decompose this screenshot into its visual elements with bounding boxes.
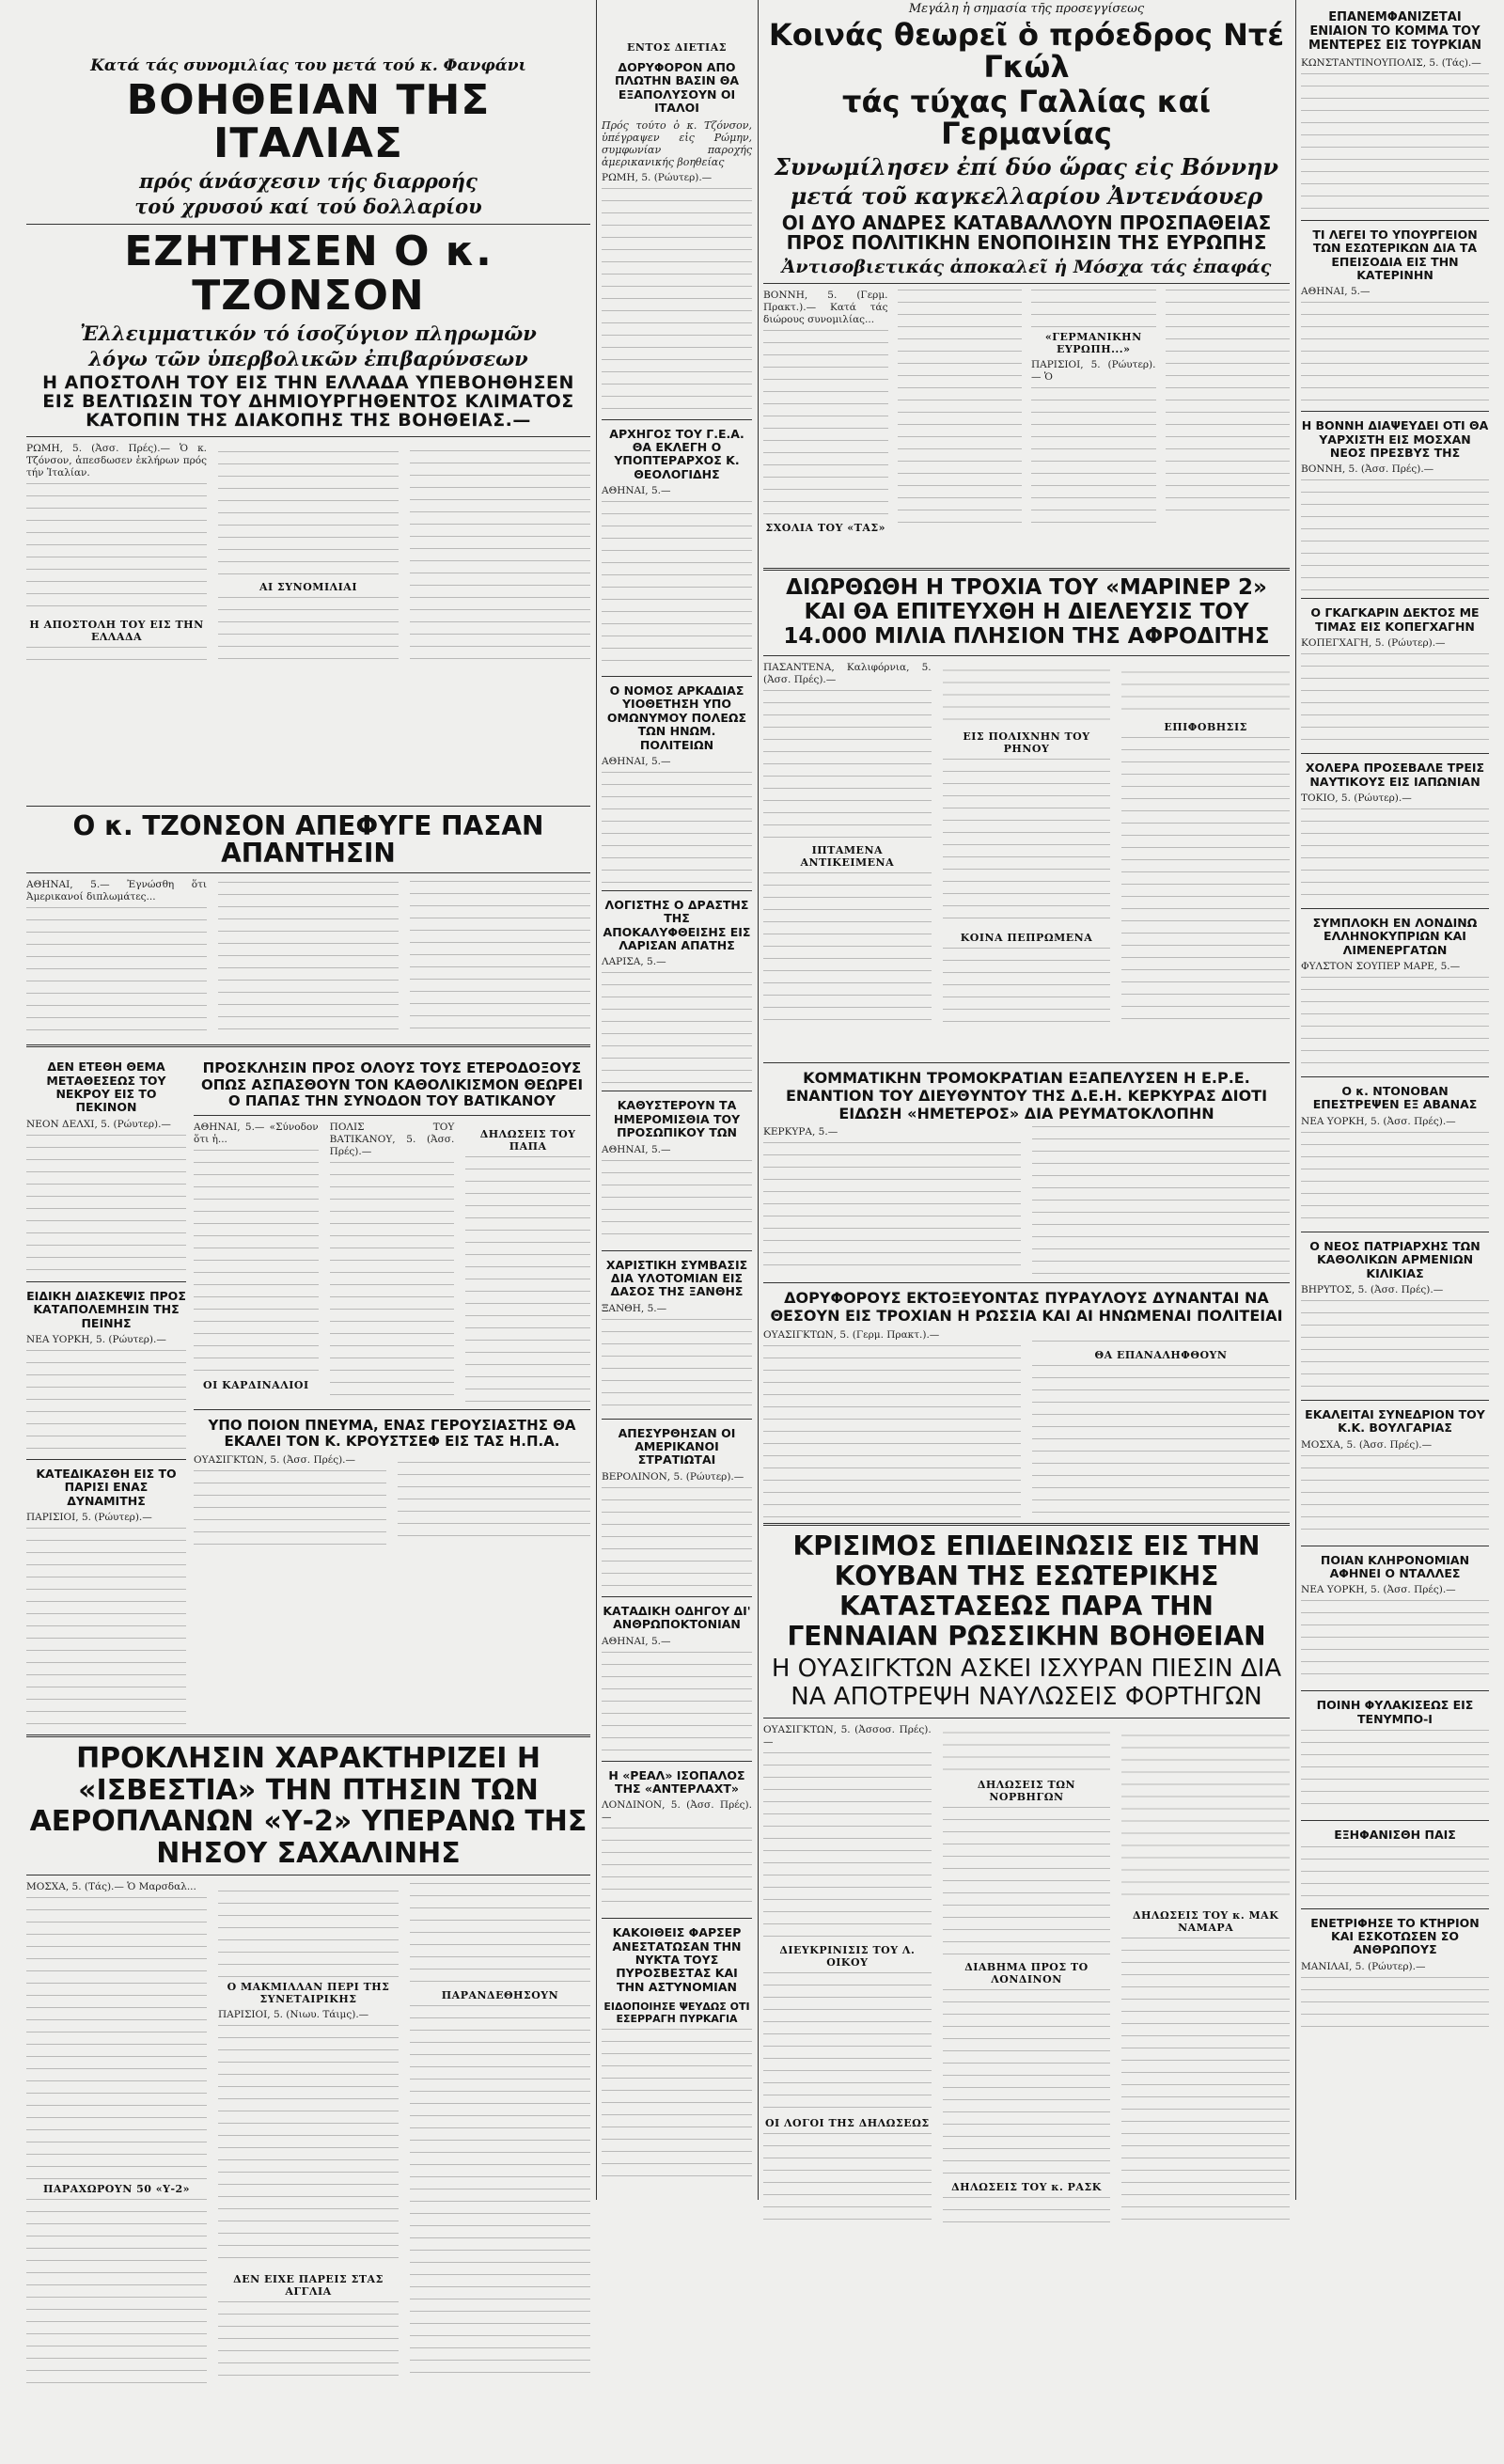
section-label: ΠΑΡΑΝΔΕΘΗΣΟΥΝ xyxy=(441,1989,559,2002)
right-main-column xyxy=(763,0,1290,2251)
headline-london-clash: ΣΥΜΠΛΟΚΗ ΕΝ ΛΟΝΔΙΝΩ ΕΛΛΗΝΟΚΥΠΡΙΩΝ ΚΑΙ ΛΙΜΕΝΕΡΓΑΤΩΝ xyxy=(1312,915,1478,957)
section-label: «ΓΕΡΜΑΝΙΚΗΝ ΕΥΡΩΠΗ...» xyxy=(1044,331,1142,356)
headline-driver-sentence: ΚΑΤΑΔΙΚΗ ΟΔΗΓΟΥ ΔΙ' ΑΝΘΡΩΠΟΚΤΟΝΙΑΝ xyxy=(603,1603,751,1632)
dateline: ΒΟΝΝΗ, 5. (Ἀσσ. Πρές).— xyxy=(1301,463,1434,476)
dateline: ΚΟΠΕΓΧΑΓΗ, 5. (Ρώυτερ).— xyxy=(1301,637,1446,650)
intro-italy: Πρός τούτο ὁ κ. Τζόνσον, ὑπέγραψεν εἰς Ρώμην, συμφωνίαν παροχής ἀμερικανικής βοηθείας xyxy=(602,118,752,168)
headline-izvestia-u2: ΠΡΟΚΛΗΣΙΝ ΧΑΡΑΚΤΗΡΙΖΕΙ Η «ΙΣΒΕΣΤΙΑ» ΤΗΝ ΠΤΗΣΙΝ ΤΩΝ ΑΕΡΟΠΛΑΝΩΝ «Υ-2» ΥΠΕΡΑΝΩ ΤΗΣ ΝΗΣΟΥ ΣΑΧΑΛΙΝΗΣ xyxy=(29,1742,588,1870)
section-label: Η ΑΠΟΣΤΟΛΗ ΤΟΥ ΕΙΣ ΤΗΝ ΕΛΛΑΔΑ xyxy=(29,618,204,643)
headline-building-collapse: ΕΝΕΤΡΙΦΗΣΕ ΤΟ ΚΤΗΡΙΟΝ ΚΑΙ ΕΣΚΟΤΩΣΕΝ ΣΟ ΑΝΘΡΩΠΟΥΣ xyxy=(1310,1915,1480,1957)
brief-headline: ΔΕΝ ΕΤΕΘΗ ΘΕΜΑ ΜΕΤΑΘΕΣΕΩΣ ΤΟΥ ΝΕΚΡΟΥ ΕΙΣ ΤΟ ΠΕΚΙΝΟΝ xyxy=(46,1059,166,1115)
left-column xyxy=(26,0,590,2464)
headline-degaulle: Κοινάς θεωρεῖ ὁ πρόεδρος Ντέ Γκώλ xyxy=(768,17,1285,85)
section-label: ΔΗΛΩΣΕΙΣ ΤΟΥ κ. ΜΑΚ ΝΑΜΑΡΑ xyxy=(1132,1908,1279,1934)
dateline: ΑΘΗΝΑΙ, 5.— Ἐγνώσθη ὅτι Ἀμερικανοί διπλωμάτες... xyxy=(26,879,207,903)
kicker-fanfani: Κατά τάς συνομιλίας του μετά τού κ. Φανφάνι xyxy=(90,56,526,75)
dateline: ΜΟΣΧΑ, 5. (Ἀσσ. Πρές).— xyxy=(1301,1438,1433,1451)
headline-satellites-orbit: ΔΟΡΥΦΟΡΟΥΣ ΕΚΤΟΞΕΥΟΝΤΑΣ ΠΥΡΑΥΛΟΥΣ ΔΥΝΑΝΤΑΙ ΝΑ ΘΕΣΟΥΝ ΕΙΣ ΤΡΟΧΙΑΝ Η ΡΩΣΣΙΑ ΚΑΙ ΑΙ ΗΝΩΜΕΝΑΙ ΠΟΛΙΤΕΙΑΙ xyxy=(770,1289,1283,1326)
subhead-moscow: Ἀντισοβιετικάς ἀποκαλεῖ ἡ Μόσχα τάς ἐπαφάς xyxy=(781,257,1272,278)
headline-donovan: Ο κ. ΝΤΟΝΟΒΑΝ ΕΠΕΣΤΡΕΨΕΝ ΕΞ ΑΒΑΝΑΣ xyxy=(1312,1084,1478,1112)
section-label: ΑΙ ΣΥΝΟΜΙΛΙΑΙ xyxy=(259,580,357,593)
article-cuba-body xyxy=(763,1724,1290,2251)
headline-cholera: ΧΟΛΕΡΑ ΠΡΟΣΕΒΑΛΕ ΤΡΕΙΣ ΝΑΥΤΙΚΟΥΣ ΕΙΣ ΙΑΠΩΝΙΑΝ xyxy=(1305,761,1485,789)
dateline: ΠΑΣΑΝΤΕΝΑ, Καλιφόρνια, 5. (Ἀσσ. Πρές).— xyxy=(763,661,932,685)
headline-pope-synod: ΠΡΟΣΚΛΗΣΙΝ ΠΡΟΣ ΟΛΟΥΣ ΤΟΥΣ ΕΤΕΡΟΔΟΞΟΥΣ ΟΠΩΣ ΑΣΠΑΣΘΟΥΝ ΤΟΝ ΚΑΘΟΛΙΚΙΣΜΟΝ ΘΕΩΡΕΙ Ο ΠΑΠΑΣ ΤΗΝ ΣΥΝΟΔΟΝ ΤΟΥ ΒΑΤΙΚΑΝΟΥ xyxy=(200,1059,584,1109)
dateline: ΑΘΗΝΑΙ, 5.— «Σύνοδον ὅτι ἡ... xyxy=(194,1122,319,1146)
narrow-column xyxy=(602,0,752,2183)
dateline: ΟΥΑΣΙΓΚΤΩΝ, 5. (Ἀσσοσ. Πρές).— xyxy=(763,1724,932,1749)
senator-body xyxy=(194,1454,590,1548)
caps-european-union: ΟΙ ΔΥΟ ΑΝΔΡΕΣ ΚΑΤΑΒΑΛΛΟΥΝ ΠΡΟΣΠΑΘΕΙΑΣ ΠΡΟΣ ΠΟΛΙΤΙΚΗΝ ΕΝΟΠΟΙΗΣΙΝ ΤΗΣ ΕΥΡΩΠΗΣ xyxy=(781,212,1272,255)
headline-gea-chief: ΑΡΧΗΓΟΣ ΤΟΥ Γ.Ε.Α. ΘΑ ΕΚΛΕΓΗ Ο ΥΠΟΠΤΕΡΑΡΧΟΣ Κ. ΘΕΟΛΟΓΙΔΗΣ xyxy=(609,426,744,481)
headline-johnson: ΕΖΗΤΗΣΕΝ Ο κ. ΤΖΟΝΣΟΝ xyxy=(124,228,493,320)
column-rule xyxy=(596,0,597,2200)
dateline: ΜΑΝΙΛΑΙ, 5. (Ρώυτερ).— xyxy=(1301,1960,1426,1972)
dateline: ΒΟΝΝΗ, 5. (Γερμ. Πρακτ.).— Κατά τάς διώρους συνομιλίας... xyxy=(763,290,888,326)
headline-wages: ΚΑΘΥΣΤΕΡΟΥΝ ΤΑ ΗΜΕΡΟΜΙΣΘΙΑ ΤΟΥ ΠΡΟΣΩΠΙΚΟΥ ΤΩΝ xyxy=(613,1098,741,1140)
headline-bonn-ambassador: Η ΒΟΝΝΗ ΔΙΑΨΕΥΔΕΙ ΟΤΙ ΘΑ ΥΑΡΧΙΣΤΗ ΕΙΣ ΜΟΣΧΑΝ ΝΕΟΣ ΠΡΕΣΒΥΣ ΤΗΣ xyxy=(1301,418,1489,461)
column-rule xyxy=(758,0,759,2200)
dateline: ΡΩΜΗ, 5. (Ἀσσ. Πρές).— Ὁ κ. Τζόνσον, ἀπεσδωσεν ἐκλήρων πρός τήν Ἰταλίαν. xyxy=(26,442,207,479)
dateline: ΠΑΡΙΣΙΟΙ, 5. (Ρώυτερ).— Ὁ xyxy=(1031,359,1156,384)
headline-larisa: ΛΟΓΙΣΤΗΣ Ο ΔΡΑΣΤΗΣ ΤΗΣ ΑΠΟΚΑΛΥΦΘΕΙΣΗΣ ΕΙΣ ΛΑΡΙΣΑΝ ΑΠΑΤΗΣ xyxy=(603,897,751,952)
section-label: ΘΑ ΕΠΑΝΑΛΗΦΘΟΥΝ xyxy=(1094,1348,1228,1361)
dateline: ΟΥΑΣΙΓΚΤΩΝ, 5. (Ἀσσ. Πρές).— xyxy=(194,1453,356,1466)
headline-bulgaria-congress: ΕΚΑΛΕΙΤΑΙ ΣΥΝΕΔΡΙΟΝ ΤΟΥ Κ.Κ. ΒΟΥΛΓΑΡΙΑΣ xyxy=(1305,1406,1485,1436)
headline-johnson-no-answer: Ο κ. ΤΖΟΝΣΟΝ ΑΠΕΦΥΓΕ ΠΑΣΑΝ ΑΠΑΝΤΗΣΙΝ xyxy=(72,809,544,869)
headline-real-anderlecht: Η «ΡΕΑΛ» ΙΣΟΠΑΛΟΣ ΤΗΣ «ΑΝΤΕΡΛΑΧΤ» xyxy=(608,1767,745,1796)
section-label: ΠΑΡΑΧΩΡΟΥΝ 50 «Υ-2» xyxy=(42,2183,191,2196)
dateline: ΦΥΛΣΤΟΝ ΣΟΥΠΕΡ ΜΑΡΕ, 5.— xyxy=(1301,961,1461,973)
dateline: ΟΥΑΣΙΓΚΤΩΝ, 5. (Γερμ. Πρακτ.).— xyxy=(763,1328,940,1341)
dateline: ΛΟΝΔΙΝΟΝ, 5. (Ἀσσ. Πρές).— xyxy=(602,1799,752,1824)
headline-senator: ΥΠΟ ΠΟΙΟΝ ΠΝΕΥΜΑ, ΕΝΑΣ ΓΕΡΟΥΣΙΑΣΤΗΣ ΘΑ ΕΚΑΛΕΙ ΤΟΝ Κ. ΚΡΟΥΣΤΣΕΦ ΕΙΣ ΤΑΣ Η.Π.Α. xyxy=(208,1417,576,1451)
section-label: ΔΗΛΩΣΕΙΣ ΤΟΥ κ. ΡΑΣΚ xyxy=(951,2181,1102,2194)
section-label: ΕΠΙΦΟΒΗΣΙΣ xyxy=(1164,721,1247,734)
dateline: ΑΘΗΝΑΙ, 5.— xyxy=(602,1143,671,1155)
article-no-answer-body xyxy=(26,879,590,1039)
article-u2-body xyxy=(26,1881,590,2464)
article-orbit-body xyxy=(763,1329,1290,1517)
dateline: ΝΕΑ ΥΟΡΚΗ, 5. (Ἀσσ. Πρές).— xyxy=(1301,1584,1456,1596)
dateline: ΠΑΡΙΣΙΟΙ, 5. (Ρώυτερ).— xyxy=(26,1512,152,1524)
headline-pranksters: ΚΑΚΟΙΘΕΙΣ ΦΑΡΣΕΡ ΑΝΕΣΤΑΤΩΣΑΝ ΤΗΝ ΝΥΚΤΑ ΤΟΥΣ ΠΥΡΟΣΒΕΣΤΑΣ ΚΑΙ ΤΗΝ ΑΣΤΥΝΟΜΙΑΝ xyxy=(612,1925,742,1994)
dateline: ΛΑΡΙΣΑ, 5.— xyxy=(602,956,666,968)
section-label: ΟΙ ΚΑΡΔΙΝΑΛΙΟΙ xyxy=(203,1379,309,1392)
headline-ere-corfu: ΚΟΜΜΑΤΙΚΗΝ ΤΡΟΜΟΚΡΑΤΙΑΝ ΕΞΑΠΕΛΥΣΕΝ Η Ε.Ρ.Ε. ΕΝΑΝΤΙΟΝ ΤΟΥ ΔΙΕΥΘΥΝΤΟΥ ΤΗΣ Δ.Ε.Η. ΚΕΡΚΥΡΑΣ ΔΙΟΤΙ ΕΙΔΩΣΗ «ΗΜΕΤΕΡΟΣ» ΔΙΑ ΡΕΥΜΑΤΟΚΛΟΠΗΝ xyxy=(785,1068,1268,1122)
subhead-burdens: λόγω τῶν ὑπερβολικῶν ἐπιβαρύνσεων xyxy=(88,346,528,370)
headline-cuba-crisis: ΚΡΙΣΙΜΟΣ ΕΠΙΔΕΙΝΩΣΙΣ ΕΙΣ ΤΗΝ ΚΟΥΒΑΝ ΤΗΣ ΕΣΩΤΕΡΙΚΗΣ ΚΑΤΑΣΤΑΣΕΩΣ ΠΑΡΑ ΤΗΝ ΓΕΝΝΑΙΑΝ ΡΩΣΣΙΚΗΝ ΒΟΗΘΕΙΑΝ xyxy=(787,1530,1266,1653)
headline-missing-child: ΕΞΗΦΑΝΙΣΘΗ ΠΑΙΣ xyxy=(1334,1828,1456,1843)
dateline: ΒΕΡΟΛΙΝΟΝ, 5. (Ρώυτερ).— xyxy=(602,1470,744,1483)
brief-headline: ΕΙΔΙΚΗ ΔΙΑΣΚΕΨΙΣ ΠΡΟΣ ΚΑΤΑΠΟΛΕΜΗΣΙΝ ΤΗΣ ΠΕΙΝΗΣ xyxy=(26,1288,186,1330)
dateline: ΝΕΟΝ ΔΕΛΧΙ, 5. (Ρώυτερ).— xyxy=(26,1118,171,1130)
dateline: ΞΑΝΘΗ, 5.— xyxy=(602,1302,667,1314)
headline-italy-aid: ΒΟΗΘΕΙΑΝ ΤΗΣ ΙΤΑΛΙΑΣ xyxy=(126,76,491,168)
article-mariner-body xyxy=(763,662,1290,1057)
dateline: ΑΘΗΝΑΙ, 5.— xyxy=(602,755,671,767)
headline-katerini: ΤΙ ΛΕΓΕΙ ΤΟ ΥΠΟΥΡΓΕΙΟΝ ΤΩΝ ΕΣΩΤΕΡΙΚΩΝ ΔΙΑ ΤΑ ΕΠΕΙΣΟΔΙΑ ΕΙΣ ΤΗΝ ΚΑΤΕΡΙΝΗΝ xyxy=(1312,227,1478,282)
dateline: ΜΟΣΧΑ, 5. (Τάς).— Ὁ Μαρσδαλ... xyxy=(26,1881,196,1893)
dateline: ΒΗΡΥΤΟΣ, 5. (Ἀσσ. Πρές).— xyxy=(1301,1283,1444,1295)
dateline: ΑΘΗΝΑΙ, 5.— xyxy=(602,1635,671,1647)
section-label: Ο ΜΑΚΜΙΛΛΑΝ ΠΕΡΙ ΤΗΣ ΣΥΝΕΤΑΙΡΙΚΗΣ xyxy=(227,1981,390,2006)
pope-body xyxy=(194,1122,590,1404)
dateline: ΝΕΑ ΥΟΡΚΗ, 5. (Ἀσσ. Πρές).— xyxy=(1301,1115,1456,1127)
section-label: ΔΗΛΩΣΕΙΣ ΤΟΥ ΠΑΠΑ xyxy=(479,1128,576,1154)
headline-false-fire: ΕΙΔΟΠΟΙΗΣΕ ΨΕΥΔΩΣ ΟΤΙ ΕΣΕΡΡΑΓΗ ΠΥΡΚΑΓΙΑ xyxy=(603,2001,750,2025)
dateline: ΤΟΚΙΟ, 5. (Ρώυτερ).— xyxy=(1301,792,1412,804)
far-right-column xyxy=(1301,0,1489,2037)
subhead-bonn: Συνωμίλησεν ἐπί δύο ὥρας εἰς Βόννην xyxy=(774,153,1279,181)
dateline: ΠΑΡΙΣΙΟΙ, 5. (Νιωυ. Τάιμς).— xyxy=(218,2009,369,2021)
article-johnson-body xyxy=(26,443,590,800)
subhead-gold-dollar: τού χρυσού καί τού δολλαρίου xyxy=(134,195,482,219)
caps-mission-greece: Η ΑΠΟΣΤΟΛΗ ΤΟΥ ΕΙΣ ΤΗΝ ΕΛΛΑΔΑ ΥΠΕΒΟΗΘΗΣΕΝ ΕΙΣ ΒΕΛΤΙΩΣΙΝ ΤΟΥ ΔΗΜΙΟΥΡΓΗΘΕΝΤΟΣ ΚΛΙΜΑΤΟΣ ΚΑΤΟΠΙΝ ΤΗΣ ΔΙΑΚΟΠΗΣ ΤΗΣ ΒΟΗΘΕΙΑΣ.— xyxy=(42,371,574,431)
section-label: ΟΙ ΛΟΓΟΙ ΤΗΣ ΔΗΛΩΣΕΩΣ xyxy=(764,2117,930,2130)
headline-gagarin: Ο ΓΚΑΓΚΑΡΙΝ ΔΕΚΤΟΣ ΜΕ ΤΙΜΑΣ ΕΙΣ ΚΟΠΕΓΧΑΓΗΝ xyxy=(1310,605,1480,634)
section-label: ΣΧΟΛΙΑ ΤΟΥ «ΤΑΣ» xyxy=(765,522,886,535)
headline-dulles-legacy: ΠΟΙΑΝ ΚΛΗΡΟΝΟΜΙΑΝ ΑΦΗΝΕΙ Ο ΝΤΑΛΛΕΣ xyxy=(1320,1552,1470,1581)
dateline: ΚΕΡΚΥΡΑ, 5.— xyxy=(763,1126,838,1138)
headline-satellite-italy: ΔΟΡΥΦΟΡΟΝ ΑΠΟ ΠΛΩΤΗΝ ΒΑΣΙΝ ΘΑ ΕΞΑΠΟΛΥΣΟΥΝ ΟΙ ΙΤΑΛΟΙ xyxy=(614,60,740,116)
dateline: ΑΘΗΝΑΙ, 5.— xyxy=(1301,286,1371,298)
section-label: ΕΙΣ ΠΟΛΙΧΝΗΝ ΤΟΥ ΡΗΝΟΥ xyxy=(963,730,1090,755)
dateline: ΝΕΑ ΥΟΡΚΗ, 5. (Ρώυτερ).— xyxy=(26,1333,166,1345)
headline-mariner2: ΔΙΩΡΘΩΘΗ Η ΤΡΟΧΙΑ ΤΟΥ «ΜΑΡΙΝΕΡ 2» ΚΑΙ ΘΑ ΕΠΙΤΕΥΧΘΗ Η ΔΙΕΛΕΥΣΙΣ ΤΟΥ 14.000 ΜΙΛΙΑ ΠΛΗΣΙΟΝ ΤΗΣ ΑΦΡΟΔΙΤΗΣ xyxy=(783,575,1270,649)
dateline: ΠΟΛΙΣ ΤΟΥ ΒΑΤΙΚΑΝΟΥ, 5. (Ἀσσ. Πρές).— xyxy=(329,1122,455,1158)
section-label: ΔΕΝ ΕΙΧΕ ΠΑΡΕΙΣ ΣΤΑΣ ΑΓΓΛΙΑ xyxy=(233,2273,384,2299)
headline-menderes: ΕΠΑΝΕΜΦΑΝΙΖΕΤΑΙ ΕΝΙΑΙΟΝ ΤΟ ΚΟΜΜΑ ΤΟΥ ΜΕΝΤΕΡΕΣ ΕΙΣ ΤΟΥΡΚΙΑΝ xyxy=(1308,10,1482,53)
left-brief-stack xyxy=(26,1053,186,1729)
headline-us-soldiers: ΑΠΕΣΥΡΘΗΣΑΝ ΟΙ ΑΜΕΡΙΚΑΝΟΙ ΣΤΡΑΤΙΩΤΑΙ xyxy=(618,1425,736,1467)
column-rule xyxy=(1295,0,1296,2200)
headline-prison-sentence: ΠΟΙΝΗ ΦΥΛΑΚΙΣΕΩΣ ΕΙΣ ΤΕΝΥΜΠΟ-Ι xyxy=(1316,1698,1474,1726)
section-label: ΚΟΙΝΑ ΠΕΠΡΩΜΕΝΑ xyxy=(960,931,1093,944)
section-label: ΔΗΛΩΣΕΙΣ ΤΩΝ ΝΟΡΒΗΓΩΝ xyxy=(977,1779,1076,1804)
section-label: ΔΙΑΒΗΜΑ ΠΡΟΣ ΤΟ ΛΟΝΔΙΝΟΝ xyxy=(964,1961,1089,1986)
headline-patriarch: Ο ΝΕΟΣ ΠΑΤΡΙΑΡΧΗΣ ΤΩΝ ΚΑΘΟΛΙΚΩΝ ΑΡΜΕΝΙΩΝ ΚΙΛΙΚΙΑΣ xyxy=(1309,1238,1480,1280)
article-degaulle-body xyxy=(763,290,1290,562)
pope-article xyxy=(194,1053,590,1729)
dateline: ΚΩΝΣΤΑΝΤΙΝΟΥΠΟΛΙΣ, 5. (Τάς).— xyxy=(1301,56,1481,69)
subhead-outflow: πρός άνάσχεσιν τής διαρροής xyxy=(139,169,478,194)
dateline: ΡΩΜΗ, 5. (Ρώυτερ).— xyxy=(602,171,713,183)
topline-rapprochement: Μεγάλη ἡ σημασία τῆς προσεγγίσεως xyxy=(908,2,1145,16)
section-label: ΙΠΤΑΜΕΝΑ ΑΝΤΙΚΕΙΜΕΝΑ xyxy=(800,843,895,869)
headline-arcadia: Ο ΝΟΜΟΣ ΑΡΚΑΔΙΑΣ ΥΙΟΘΕΤΗΣΗ ΥΠΟ ΟΜΩΝΥΜΟΥ ΠΟΛΕΩΣ ΤΩΝ ΗΝΩΜ. ΠΟΛΙΤΕΙΩΝ xyxy=(606,683,747,752)
subhead-deficit: Ἐλλειμματικόν τό ίσοζύγιον πληρωμῶν xyxy=(80,321,537,345)
brief-headline: ΚΑΤΕΔΙΚΑΣΘΗ ΕΙΣ ΤΟ ΠΑΡΙΣΙ ΕΝΑΣ ΔΥΝΑΜΙΤΗΣ xyxy=(36,1466,177,1508)
subhead-adenauer: μετά τοῦ καγκελλαρίου Ἀντενάουερ xyxy=(790,182,1263,211)
headline-france-germany: τάς τύχας Γαλλίας καί Γερμανίας xyxy=(842,84,1211,151)
section-label: ΔΙΕΥΚΡΙΝΙΣΙΣ ΤΟΥ Λ. ΟΙΚΟΥ xyxy=(779,1944,916,1970)
dateline: ΑΘΗΝΑΙ, 5.— xyxy=(602,485,671,496)
headline-xanthi: ΧΑΡΙΣΤΙΚΗ ΣΥΜΒΑΣΙΣ ΔΙΑ ΥΛΟΤΟΜΙΑΝ ΕΙΣ ΔΑΣΟΣ ΤΗΣ ΞΑΝΘΗΣ xyxy=(605,1257,748,1299)
headline-washington-pressure: Η ΟΥΑΣΙΓΚΤΩΝ ΑΣΚΕΙ ΙΣΧΥΡΑΝ ΠΙΕΣΙΝ ΔΙΑ ΝΑ ΑΠΟΤΡΕΨΗ ΝΑΥΛΩΣΕΙΣ ΦΟΡΤΗΓΩΝ xyxy=(771,1655,1282,1712)
article-corfu-body xyxy=(763,1126,1290,1277)
section-label: ΕΝΤΟΣ ΔΙΕΤΙΑΣ xyxy=(626,41,728,54)
